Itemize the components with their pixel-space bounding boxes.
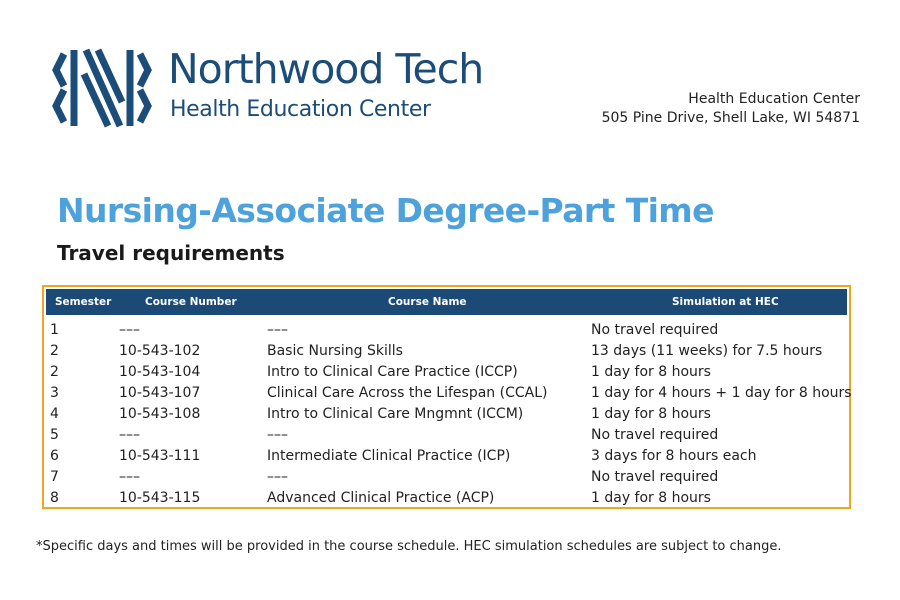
semester-cell: 2 xyxy=(50,364,59,380)
course-name-cell: Intro to Clinical Care Mngmnt (ICCM) xyxy=(267,406,524,422)
northwood-tech-logo xyxy=(50,38,510,138)
course-number-cell: ––– xyxy=(119,427,140,443)
semester-cell: 2 xyxy=(50,343,59,359)
semester-cell: 6 xyxy=(50,448,59,464)
table-body xyxy=(44,320,852,509)
simulation-cell: 1 day for 4 hours + 1 day for 8 hours xyxy=(591,385,852,401)
course-number-cell: 10-543-115 xyxy=(119,490,201,506)
course-number-cell: 10-543-104 xyxy=(119,364,201,380)
simulation-cell: No travel required xyxy=(591,322,719,338)
course-name-cell: Intermediate Clinical Practice (ICP) xyxy=(267,448,511,464)
page-subtitle: Travel requirements xyxy=(57,241,285,265)
table-row xyxy=(44,425,849,446)
travel-requirements-table xyxy=(42,285,851,509)
simulation-cell: 1 day for 8 hours xyxy=(591,364,711,380)
simulation-cell: 1 day for 8 hours xyxy=(591,406,711,422)
logo-subtitle: Health Education Center xyxy=(170,97,431,122)
course-name-cell: ––– xyxy=(267,469,288,485)
course-name-cell: ––– xyxy=(267,322,288,338)
simulation-cell: 3 days for 8 hours each xyxy=(591,448,757,464)
table-row xyxy=(44,320,849,341)
table-row xyxy=(44,467,849,488)
simulation-cell: 1 day for 8 hours xyxy=(591,490,711,506)
course-number-cell: ––– xyxy=(119,469,140,485)
course-number-cell: 10-543-108 xyxy=(119,406,201,422)
course-number-cell: ––– xyxy=(119,322,140,338)
logo-wordmark: Northwood Tech xyxy=(168,45,484,93)
address-block xyxy=(602,90,860,128)
table-row xyxy=(44,362,849,383)
semester-cell: 3 xyxy=(50,385,59,401)
course-name-cell: Basic Nursing Skills xyxy=(267,343,403,359)
header-simulation: Simulation at HEC xyxy=(672,296,779,308)
page-title: Nursing-Associate Degree-Part Time xyxy=(57,191,714,230)
table-row xyxy=(44,383,852,404)
table-row xyxy=(44,341,849,362)
semester-cell: 7 xyxy=(50,469,59,485)
course-number-cell: 10-543-102 xyxy=(119,343,201,359)
course-number-cell: 10-543-107 xyxy=(119,385,201,401)
header-semester: Semester xyxy=(55,296,112,308)
course-number-cell: 10-543-111 xyxy=(119,448,201,464)
table-row xyxy=(44,404,849,425)
course-name-cell: ––– xyxy=(267,427,288,443)
address-line-2: 505 Pine Drive, Shell Lake, WI 54871 xyxy=(601,110,860,126)
header-course-number: Course Number xyxy=(145,296,237,308)
table-header xyxy=(46,289,847,315)
semester-cell: 8 xyxy=(50,490,59,506)
course-name-cell: Clinical Care Across the Lifespan (CCAL) xyxy=(267,385,548,401)
footnote: *Specific days and times will be provided in the course schedule. HEC simulation schedules are subject to change. xyxy=(36,539,782,554)
semester-cell: 4 xyxy=(50,406,59,422)
course-name-cell: Advanced Clinical Practice (ACP) xyxy=(267,490,495,506)
table-row xyxy=(44,488,849,509)
simulation-cell: No travel required xyxy=(591,469,719,485)
simulation-cell: 13 days (11 weeks) for 7.5 hours xyxy=(591,343,823,359)
semester-cell: 5 xyxy=(50,427,59,443)
northwood-n-logo-icon xyxy=(50,40,154,136)
course-name-cell: Intro to Clinical Care Practice (ICCP) xyxy=(267,364,518,380)
semester-cell: 1 xyxy=(50,322,59,338)
header-course-name: Course Name xyxy=(388,296,467,308)
simulation-cell: No travel required xyxy=(591,427,719,443)
table-row xyxy=(44,446,849,467)
address-line-1: Health Education Center xyxy=(688,91,860,107)
